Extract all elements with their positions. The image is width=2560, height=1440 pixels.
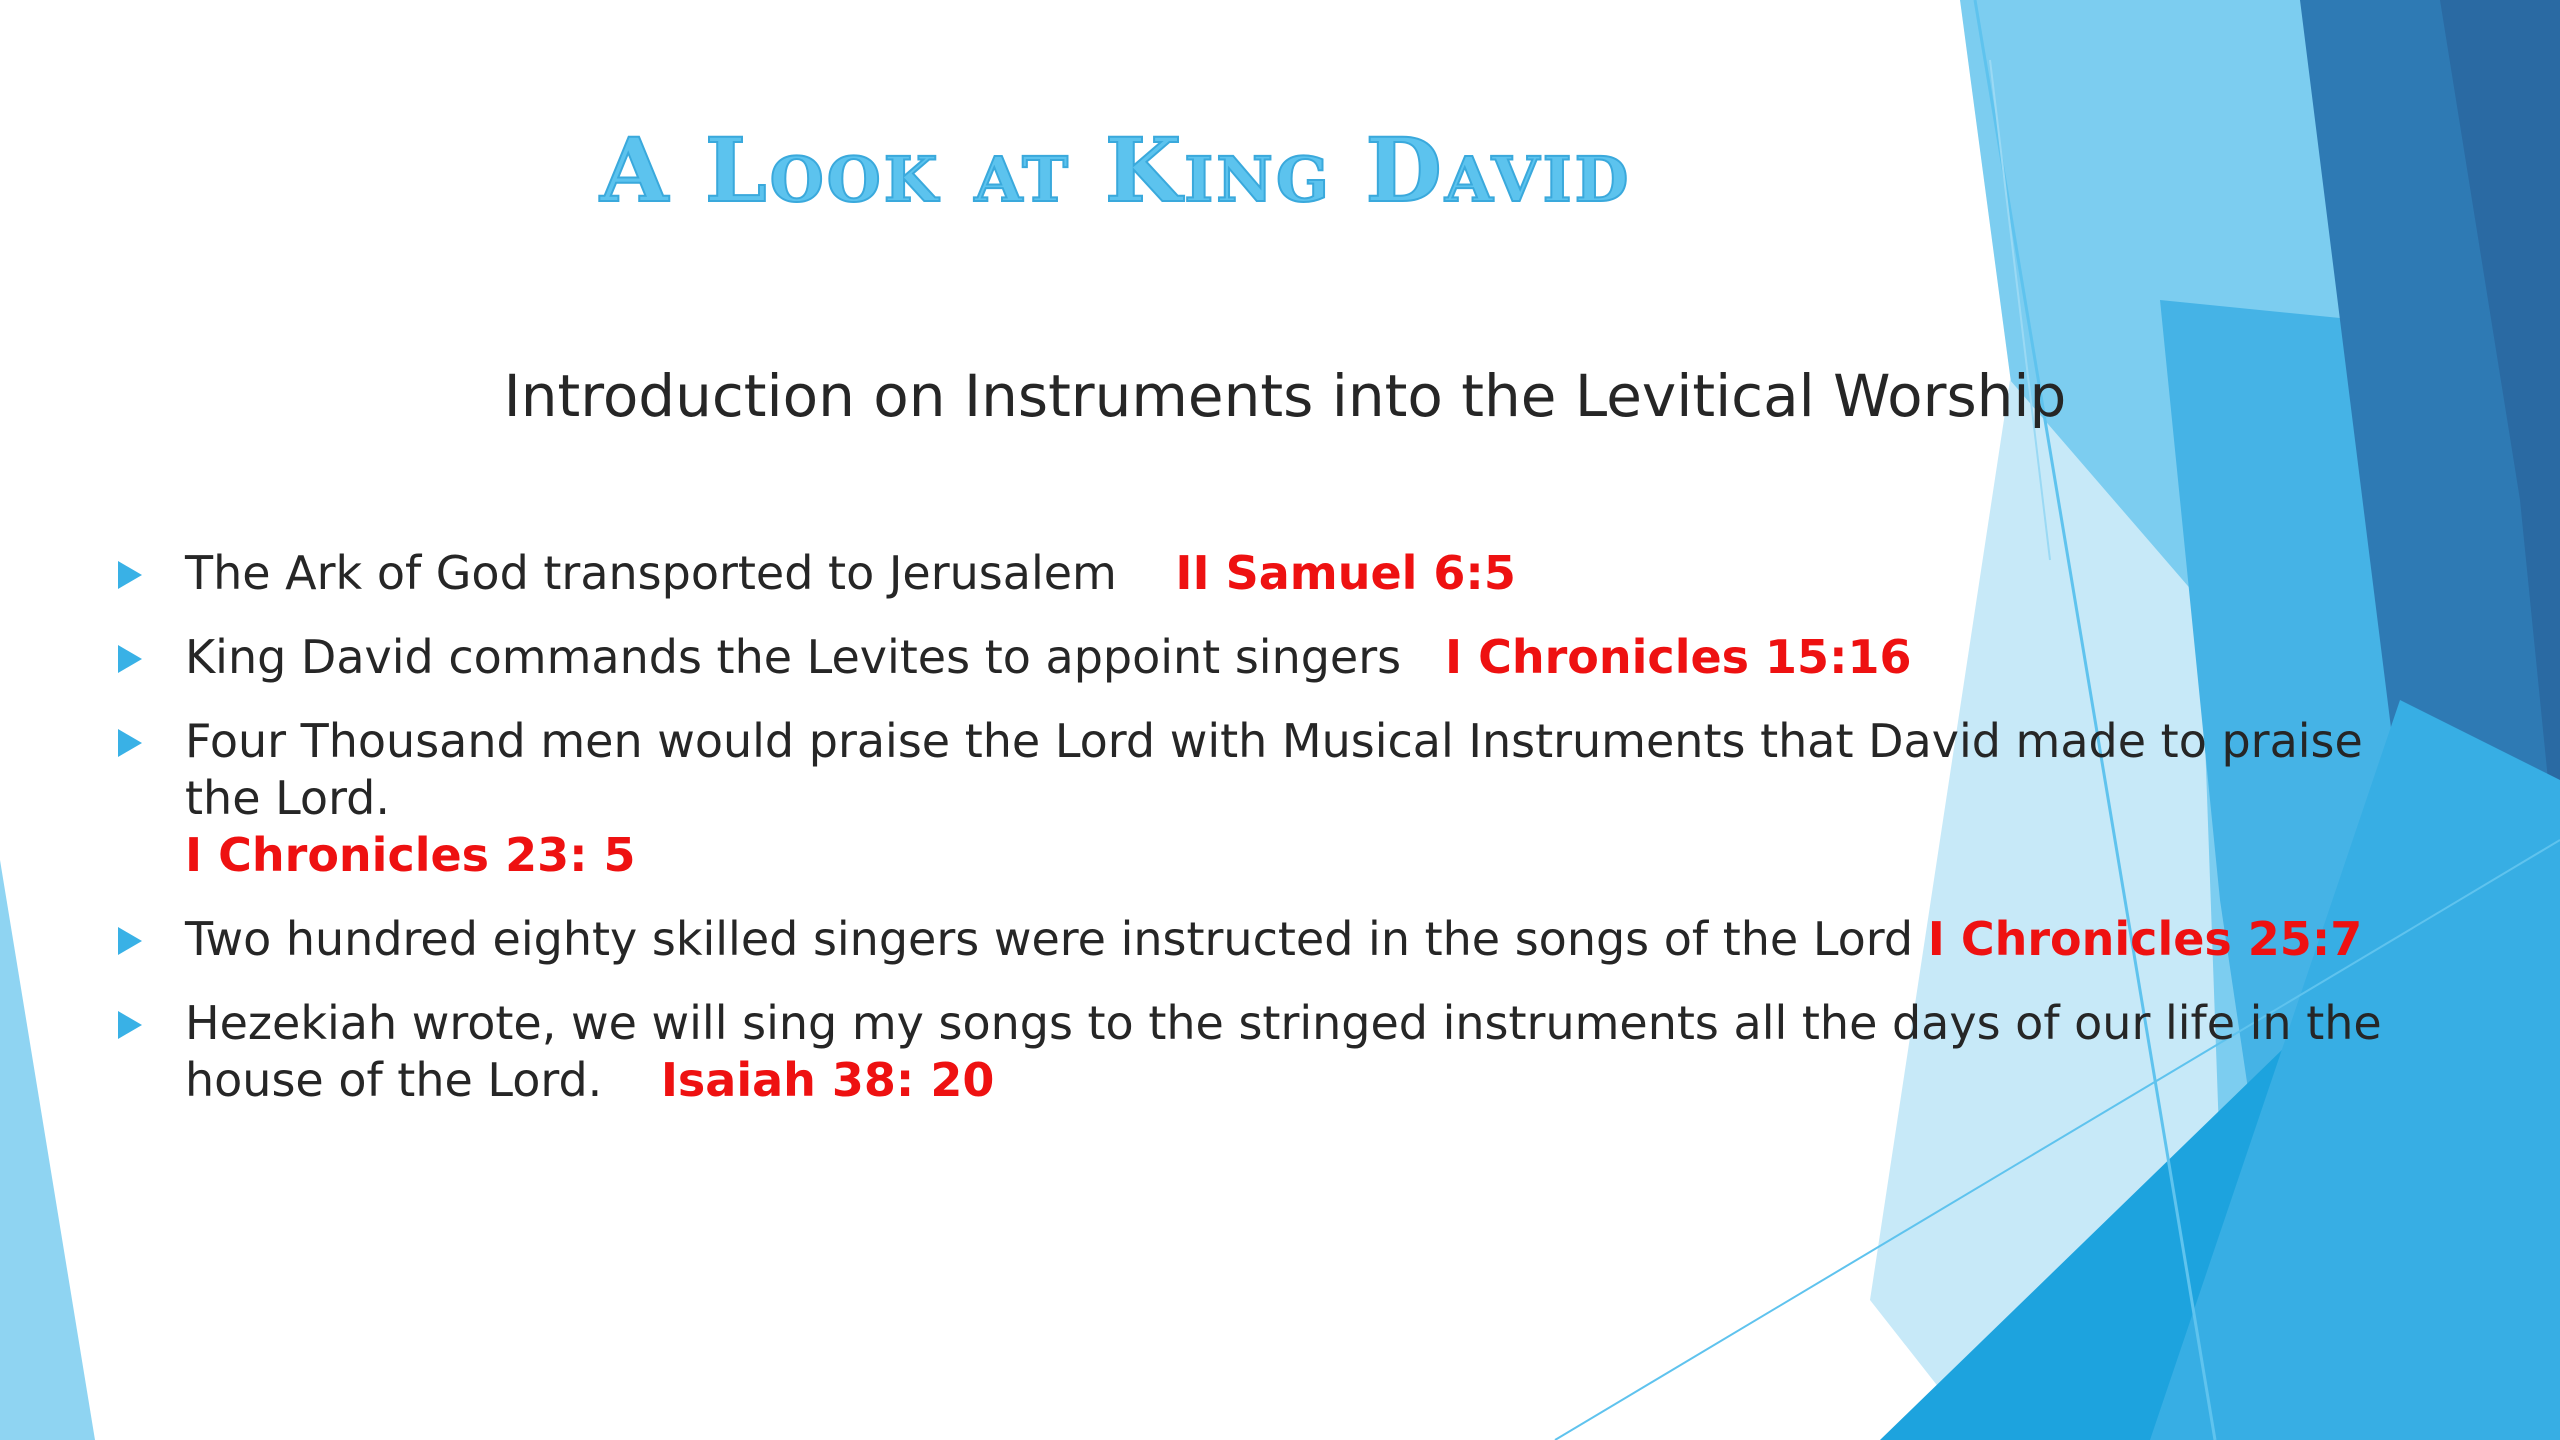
scripture-reference: I Chronicles 25:7 — [1927, 912, 2363, 966]
scripture-reference: I Chronicles 23: 5 — [185, 828, 636, 882]
triangle-right-icon — [118, 645, 142, 673]
triangle-right-icon — [118, 729, 142, 757]
bullet-text: Hezekiah wrote, we will sing my songs to the stringed instruments all the days of our life in the house of the Lord. — [185, 996, 2382, 1107]
bullet-item-ark — [110, 545, 2450, 602]
bullet-list — [110, 545, 2450, 1136]
bullet-text: The Ark of God transported to Jerusalem — [185, 546, 1117, 600]
bullet-text: King David commands the Levites to appoint singers — [185, 630, 1402, 684]
bullet-item-levites — [110, 629, 2450, 686]
triangle-right-icon — [118, 927, 142, 955]
bullet-item-four-thousand — [110, 713, 2450, 884]
slide-subtitle: Introduction on Instruments into the Levitical Worship — [503, 362, 2067, 430]
triangle-right-icon — [118, 1011, 142, 1039]
bullet-text: Four Thousand men would praise the Lord with Musical Instruments that David made to praise the Lord. — [185, 714, 2363, 825]
scripture-reference: I Chronicles 15:16 — [1444, 630, 1912, 684]
left-accent-shape — [0, 860, 95, 1440]
bullet-item-hezekiah — [110, 995, 2450, 1109]
scripture-reference: Isaiah 38: 20 — [660, 1053, 995, 1107]
slide-title: A Look at King David — [600, 118, 1632, 222]
triangle-right-icon — [118, 561, 142, 589]
bullet-text: Two hundred eighty skilled singers were instructed in the songs of the Lord — [185, 912, 1914, 966]
scripture-reference: II Samuel 6:5 — [1175, 546, 1516, 600]
bullet-item-singers — [110, 911, 2450, 968]
